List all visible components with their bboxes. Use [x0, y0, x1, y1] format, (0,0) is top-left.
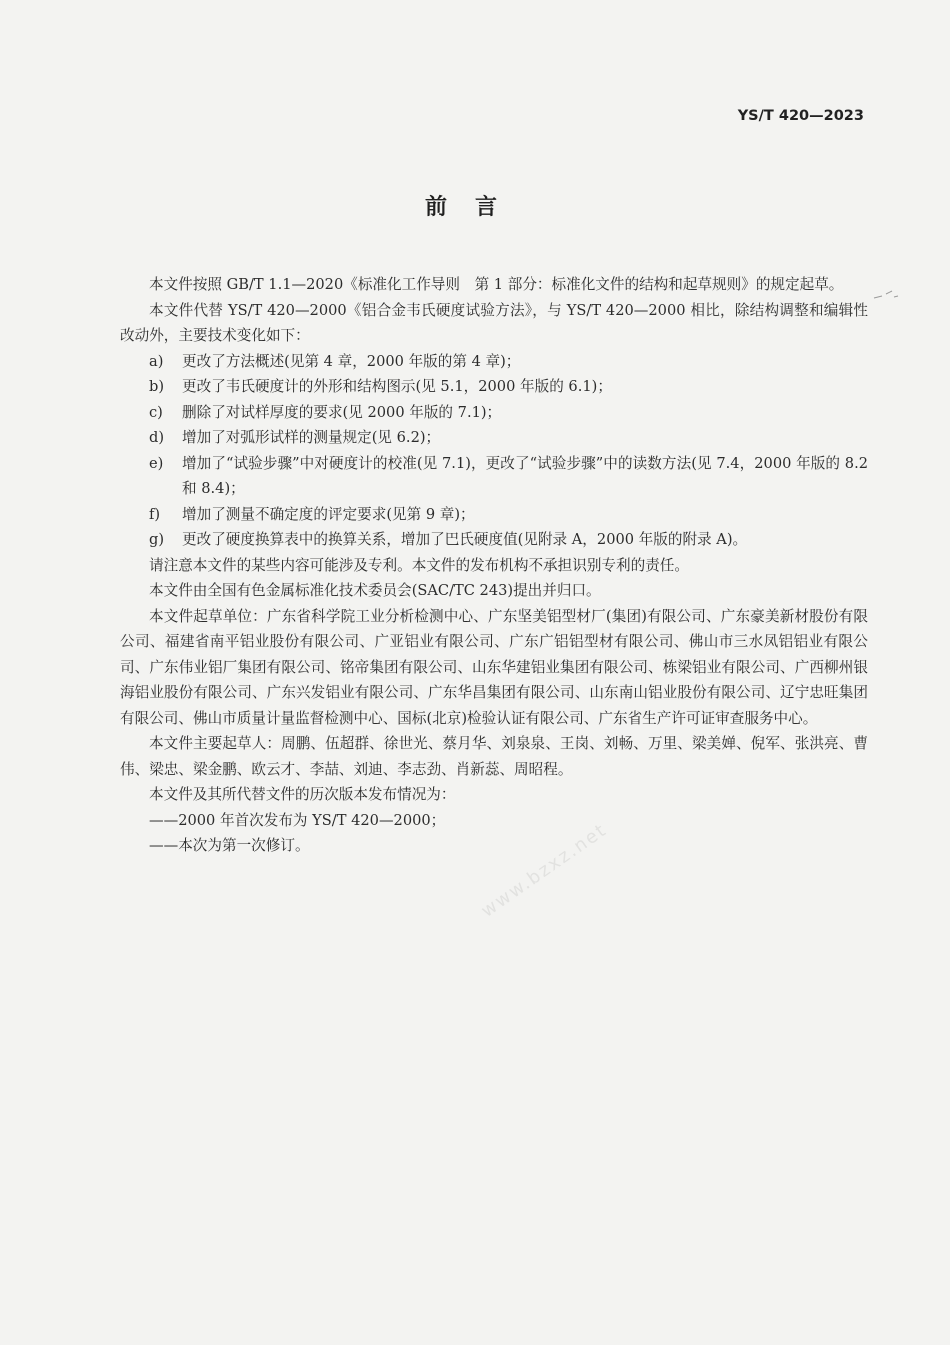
list-item: [120, 374, 868, 400]
paragraph-drafters: 本文件主要起草人：周鹏、伍超群、徐世光、蔡月华、刘泉泉、王岗、刘畅、万里、梁美婵、倪军、张洪亮、曹伟、梁忠、梁金鹏、欧云才、李喆、刘迪、李志劲、肖新蕊、周昭程。: [120, 735, 868, 778]
preface-body: [120, 272, 868, 859]
paragraph-drafting-units: 本文件起草单位：广东省科学院工业分析检测中心、广东坚美铝型材厂(集团)有限公司、广东豪美新材股份有限公司、福建省南平铝业股份有限公司、广亚铝业有限公司、广东广铝铝型材有限公司、佛山市三水凤铝铝业有限公司、广东伟业铝厂集团有限公司、铭帝集团有限公司、山东华建铝业集团有限公司、栋梁铝业有限公司、广西柳州银海铝业股份有限公司、广东兴发铝业有限公司、广东华昌集团有限公司、山东南山铝业股份有限公司、辽宁忠旺集团有限公司、佛山市质量计量监督检测中心、国标(北京)检验认证有限公司、广东省生产许可证审查服务中心。: [120, 607, 868, 727]
list-item-label: e): [149, 454, 164, 472]
paragraph-patent-notice: 请注意本文件的某些内容可能涉及专利。本文件的发布机构不承担识别专利的责任。: [149, 556, 689, 574]
watermark: www.bzxz.net: [477, 819, 612, 922]
list-item-text: 更改了方法概述(见第 4 章，2000 年版的第 4 章)；: [182, 352, 521, 370]
list-item: [120, 502, 868, 528]
list-item-label: b): [149, 378, 165, 395]
list-item-text: 删除了对试样厚度的要求(见 2000 年版的 7.1)；: [182, 403, 502, 421]
paragraph-history-intro: 本文件及其所代替文件的历次版本发布情况为：: [149, 786, 456, 803]
list-item-text: 更改了韦氏硬度计的外形和结构图示(见 5.1，2000 年版的 6.1)；: [182, 378, 612, 395]
list-item-label: c): [149, 403, 163, 421]
paragraph-drafting-rules: 本文件按照 GB/T 1.1—2020《标准化工作导则 第 1 部分：标准化文件的结构和起草规则》的规定起草。: [149, 276, 844, 293]
changes-list: [120, 349, 868, 553]
list-item-text: 增加了对弧形试样的测量规定(见 6.2)；: [182, 429, 441, 446]
history-item: ——本次为第一次修订。: [149, 837, 310, 854]
list-item: [120, 349, 868, 375]
list-item-text: 更改了硬度换算表中的换算关系，增加了巴氏硬度值(见附录 A，2000 年版的附录 A)。: [182, 531, 748, 548]
page-title: 前言: [424, 195, 525, 220]
list-item-label: g): [149, 531, 165, 548]
scan-speck-decoration: [872, 288, 900, 302]
paragraph-committee: 本文件由全国有色金属标准化技术委员会(SAC/TC 243)提出并归口。: [149, 582, 601, 599]
list-item-label: d): [149, 429, 165, 446]
list-item: [120, 425, 868, 451]
list-item: [120, 400, 868, 426]
paragraph-replacement: 本文件代替 YS/T 420—2000《铝合金韦氏硬度试验方法》，与 YS/T 420—2000 相比，除结构调整和编辑性改动外，主要技术变化如下：: [120, 301, 868, 344]
list-item-label: a): [149, 352, 164, 370]
list-item-text: 增加了“试验步骤”中对硬度计的校准(见 7.1)，更改了“试验步骤”中的读数方法(见 7.4，2000 年版的 8.2 和 8.4)；: [182, 454, 868, 497]
list-item-text: 增加了测量不确定度的评定要求(见第 9 章)；: [182, 505, 475, 523]
standard-code: YS/T 420—2023: [737, 108, 864, 124]
history-item: ——2000 年首次发布为 YS/T 420—2000；: [149, 811, 446, 829]
list-item: [120, 451, 868, 502]
list-item: [120, 527, 868, 553]
list-item-label: f): [149, 505, 161, 523]
